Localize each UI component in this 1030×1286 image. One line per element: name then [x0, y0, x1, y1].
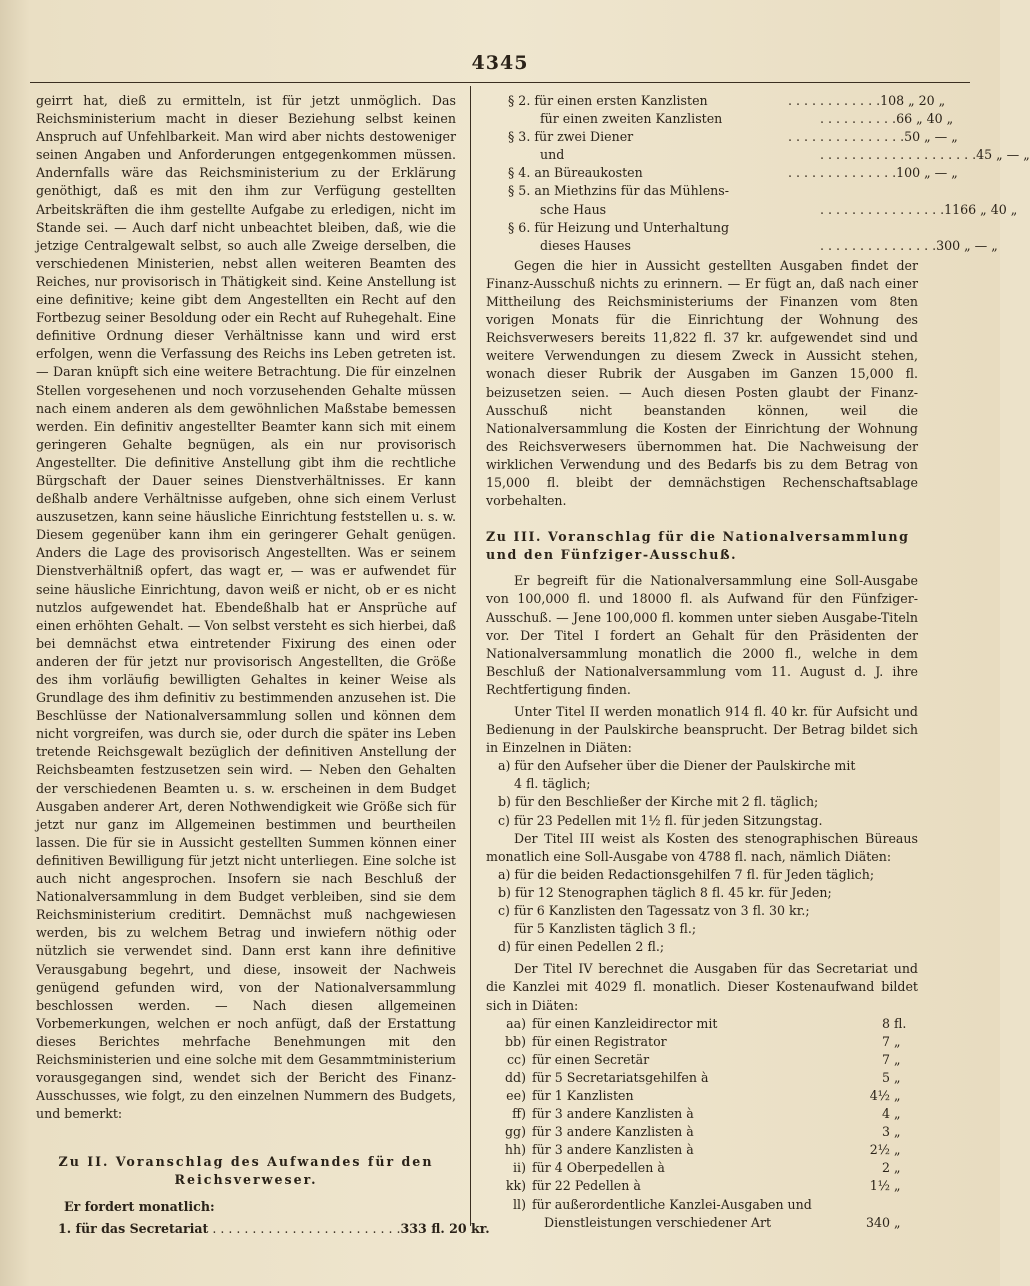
- kosten-value: 7: [881, 1033, 890, 1049]
- kosten-text: für einen Registrator: [532, 1033, 667, 1049]
- heading-zu-iii: Zu III. Voranschlag für die Nationalversammlung und den Fünfziger-Ausschuß.: [486, 529, 910, 563]
- leader-dots: . . . . . . . . . . . . . .: [788, 165, 897, 181]
- titel-iii-item: für 5 Kanzlisten täglich 3 fl.;: [514, 921, 697, 937]
- kosten-text: für 3 andere Kanzlisten à: [532, 1142, 694, 1158]
- leader-dots: . . . . . . . . . . . . . . . . . . . . . . . .: [208, 1220, 401, 1236]
- secretariat-item: [36, 1220, 490, 1238]
- budget-item: [486, 237, 998, 255]
- titel-ii-item: 4 fl. täglich;: [514, 776, 591, 792]
- kosten-key: ll): [513, 1196, 526, 1212]
- leader-dots: . . . . . . . . . . . . . . .: [820, 237, 937, 253]
- left-body-paragraph: geirrt hat, dieß zu ermitteln, ist für jetzt unmöglich. Das Reichsministerium macht in dieser Beziehung selbst keinen Anspruch auf Unfehlbarkeit. Man wird aber nichts destoweniger seinen Angaben und Anforderungen entgegenkommen müssen. Andernfalls wäre das Reichsministerium zu der Erklärung genöthigt, daß es mit den ihm zur Verfügung gestellten Arbeitskräften die ihm gestellte Aufgabe zu erledigen, nicht im Stande sei. — Auch darf nicht unbeachtet bleiben, daß, wie die jetzige Centralgewalt selbst, so auch alle Zweige derselben, die verschiedenen Ministerien, nebst allen weiteren Beamten des Reiches, nur provisorisch in Thätigkeit sind. Keine Anstellung ist eine definitive; keine gibt dem Angestellten ein Recht auf den Fortbezug seiner Besoldung oder ein Recht auf Ruhegehalt. Eine definitive Ordnung dieser Verhältnisse kann und wird erst erfolgen, wenn die Verfassung des Reichs ins Leben getreten ist. — Daran knüpft sich eine weitere Betrachtung. Die für einzelnen Stellen vorgesehenen und noch vorzusehenden Gehalte müssen nach einem anderen als dem gewöhnlichen Maßstabe bemessen werden. Ein definitiv angestellter Beamter kann sich mit einem geringeren Gehalte begnügen, als ein nur provisorisch Angestellter. Die definitive Anstellung gibt ihm die rechtliche Bürgschaft der Dauer seines Dienstverhältnisses. Er kann deßhalb andere Verhältnisse aufgeben, ohne sich einem Verlust auszusetzen, kann seine häusliche Einrichtung feststellen u. s. w. Diesem gegenüber kann ihm ein geringerer Gehalt genügen. Anders die Lage des provisorisch Angestellten. Was er seinem Dienstverhältniß opfert, das wagt er, — was er aufwendet für seine häusliche Einrichtung, davon weiß er nicht, ob er es nicht nutzlos aufgewendet hat. Ebendeßhalb hat er Ansprüche auf einen erhöhten Gehalt. — Von selbst versteht es sich hierbei, daß bei demnächst etwa eintretender Fixirung des einen oder anderen der für jetzt nur provisorisch Angestellten, die Größe des ihm vorläufig bewilligten Gehaltes in keiner Weise als Grundlage des ihm definitiv zu bestimmenden anzusehen ist. Die Beschlüsse der Nationalversammlung sollen und können dem nicht vorgreifen, was durch sie, oder durch die später ins Leben tretende Reichsgewalt bezüglich der definitiven Anstellung der Reichsbeamten festzusetzen sein wird. — Neben den Gehalten der verschiedenen Beamten u. s. w. erscheinen in dem Budget Ausgaben anderer Art, deren Nothwendigkeit wie Größe sich für jetzt nur ganz im Allgemeinen bestimmen und beurtheilen lassen. Die für sie in Aussicht gestellten Summen können einer definitiven Bewilligung für jetzt nicht unterliegen. Eine solche ist auch nicht angesprochen. Insofern sie nach Beschluß der Nationalversammlung in dem Budget verbleiben, sind sie dem Reichsministerium creditirt. Demnächst muß nachgewiesen werden, bis zu welchem Betrag und inwiefern nöthig oder nützlich sie verwendet sind. Dann erst kann ihre definitive Verausgabung begehrt, und diese, insoweit der Nachweis genügend gefunden wird, von der Nationalversammlung beschlossen werden. — Nach diesen allgemeinen Vorbemerkungen, welchen er noch anfügt, daß der Erstattung dieses Berichtes mehrfache Benehmungen mit den Reichsministerien und eine solche mit dem Gesammtministerium vorausgegangen sind, wendet sich der Bericht des Finanz-Ausschusses, wie folgt, zu den einzelnen Nummern des Budgets, und bemerkt:: [36, 93, 456, 1122]
- budget-item-label: für einen zweiten Kanzlisten: [540, 111, 723, 127]
- titel-iv-paragraph: Der Titel IV berechnet die Ausgaben für das Secretariat und die Kanzlei mit 4029 fl. monatlich. Dieser Kostenaufwand bildet sich in Diäten:: [486, 961, 918, 1013]
- kosten-value: 1½: [869, 1178, 890, 1194]
- kosten-unit: „: [894, 1160, 901, 1176]
- heading-zu-ii: Zu II. Voranschlag des Aufwandes für den Reichsverweser.: [58, 1154, 434, 1188]
- kosten-key: gg): [504, 1124, 526, 1140]
- kosten-key: [486, 1214, 532, 1232]
- leader-dots: . . . . . . . . . . . .: [788, 93, 881, 108]
- kosten-unit: [890, 1196, 918, 1214]
- kosten-text: für einen Kanzleidirector mit: [532, 1015, 718, 1031]
- kosten-row: [486, 1015, 918, 1033]
- titel-iii-item: a) für die beiden Redactionsgehilfen 7 fl. für Jeden täglich;: [498, 866, 875, 882]
- kosten-unit: „: [894, 1087, 901, 1103]
- kosten-value: 8: [881, 1015, 890, 1031]
- kosten-row: [486, 1196, 918, 1214]
- kosten-unit: „: [894, 1214, 901, 1230]
- budget-item-label: sche Haus: [540, 201, 607, 217]
- titel-ii-paragraph: Unter Titel II werden monatlich 914 fl. 40 kr. für Aufsicht und Bedienung in der Paulskirche beansprucht. Der Betrag bildet sich in Einzelnen in Diäten:: [486, 704, 918, 756]
- kosten-unit: „: [894, 1106, 901, 1122]
- kosten-unit: „: [894, 1033, 901, 1049]
- monthly-intro: Er fordert monatlich:: [64, 1198, 215, 1214]
- finance-paragraph: Gegen die hier in Aussicht gestellten Ausgaben findet der Finanz-Ausschuß nichts zu erinnern. — Er fügt an, daß nach einer Mittheilung des Reichsministeriums der Finanzen vom 8ten vorigen Monats für die Einrichtung der Wohnung des Reichsverwesers bereits 11,822 fl. 37 kr. aufgewendet sind und weitere Verwendungen zu diesem Zweck in Aussicht stehen, wonach dieser Rubrik der Ausgaben im Ganzen 15,000 fl. beizusetzen seien. — Auch diesen Posten glaubt der Finanz-Ausschuß nicht beanstanden können, weil die Nationalversammlung die Kosten der Einrichtung der Wohnung des Reichsverwesers übernommen hat. Die Nachweisung der wirklichen Verwendung und des Bedarfs bis zu dem Betrag von 15,000 fl. bleibt der demnächstigen Rechenschaftsablage vorbehalten.: [486, 257, 918, 509]
- kosten-text: für 5 Secretariatsgehilfen à: [532, 1069, 709, 1085]
- budget-item-label: § 5. an Miethzins für das Mühlens-: [508, 183, 729, 199]
- budget-item-label: dieses Hauses: [540, 237, 631, 253]
- kosten-row: [486, 1214, 918, 1232]
- budget-item-amount: 300 „ — „: [936, 237, 998, 253]
- kosten-text: für einen Secretär: [532, 1051, 650, 1067]
- kosten-value: [830, 1196, 890, 1214]
- header-rule: [30, 82, 970, 83]
- titel-ii-item: a) für den Aufseher über die Diener der Paulskirche mit: [498, 758, 856, 774]
- kosten-row: [486, 1177, 918, 1195]
- kosten-text: für außerordentliche Kanzlei-Ausgaben und: [532, 1196, 812, 1212]
- kosten-key: dd): [504, 1069, 526, 1085]
- budget-item-label: und: [540, 147, 565, 163]
- kosten-unit: „: [894, 1124, 901, 1140]
- budget-item: [486, 201, 1018, 219]
- kosten-value: 7: [881, 1051, 890, 1067]
- kosten-unit: „: [894, 1178, 901, 1194]
- kosten-row: [486, 1069, 918, 1087]
- kosten-row: [486, 1159, 918, 1177]
- kosten-value: 4½: [869, 1087, 890, 1103]
- kosten-row: [486, 1141, 918, 1159]
- kosten-text: Dienstleistungen verschiedener Art: [544, 1214, 772, 1230]
- kosten-value: 2½: [869, 1142, 890, 1158]
- secretariat-label: 1. für das Secretariat: [58, 1220, 209, 1236]
- kosten-key: aa): [506, 1015, 526, 1031]
- kosten-key: ii): [513, 1160, 526, 1176]
- titel-ii-item: c) für 23 Pedellen mit 1½ fl. für jeden Sitzungstag.: [498, 812, 823, 828]
- kosten-value: 3: [881, 1124, 890, 1140]
- titel-iii-item: c) für 6 Kanzlisten den Tagessatz von 3 fl. 30 kr.;: [498, 903, 810, 919]
- budget-item-label: § 3. für zwei Diener: [508, 129, 634, 145]
- kosten-text: für 3 andere Kanzlisten à: [532, 1124, 694, 1140]
- budget-item: [486, 182, 918, 200]
- leader-dots: . . . . . . . . . . . . . . .: [788, 129, 905, 145]
- budget-item-amount: 66 „ 40 „: [896, 111, 954, 127]
- budget-item-amount: 50 „ — „: [904, 129, 958, 145]
- budget-item-label: § 4. an Büreaukosten: [508, 165, 643, 181]
- budget-item-amount: 100 „ — „: [896, 165, 958, 181]
- kosten-unit: fl.: [894, 1015, 907, 1031]
- titel-iii-paragraph: Der Titel III weist als Kosten des stenographischen Büreaus monatlich eine Soll-Ausgabe von 4788 fl. nach, nämlich Diäten:: [486, 830, 918, 864]
- budget-item: [486, 146, 1030, 164]
- kosten-unit: „: [894, 1069, 901, 1085]
- kosten-value: 5: [881, 1069, 890, 1085]
- kosten-row: [486, 1051, 918, 1069]
- page-number: 4345: [471, 52, 529, 74]
- budget-item: [486, 110, 954, 128]
- budget-item: [486, 92, 946, 110]
- kosten-value: 340: [865, 1214, 890, 1230]
- kosten-key: cc): [506, 1051, 526, 1067]
- leader-dots: . . . . . . . . . . . . . . . .: [820, 201, 945, 217]
- secretariat-amount: 333 fl. 20 kr.: [400, 1220, 490, 1236]
- column-divider: [470, 86, 471, 1226]
- budget-item-label: § 6. für Heizung und Unterhaltung: [508, 219, 730, 235]
- leader-dots: . . . . . . . . . . . . . . . . . . . .: [820, 147, 977, 163]
- budget-item-amount: 45 „ — „: [976, 147, 1030, 163]
- budget-item-label: § 2. für einen ersten Kanzlisten: [508, 93, 708, 108]
- budget-item: [486, 128, 958, 146]
- kosten-list: [486, 1015, 918, 1232]
- kosten-unit: „: [894, 1051, 901, 1067]
- kosten-text: für 22 Pedellen à: [532, 1178, 641, 1194]
- kosten-row: [486, 1033, 918, 1051]
- kosten-row: [486, 1087, 918, 1105]
- kosten-key: ff): [512, 1106, 526, 1122]
- titel-ii-item: b) für den Beschließer der Kirche mit 2 fl. täglich;: [498, 794, 819, 810]
- kosten-text: für 4 Oberpedellen à: [532, 1160, 665, 1176]
- kosten-value: 2: [881, 1160, 890, 1176]
- titel-iii-item: d) für einen Pedellen 2 fl.;: [498, 939, 665, 955]
- left-column: [36, 92, 490, 1238]
- budget-item: [486, 164, 958, 182]
- kosten-row: [486, 1105, 918, 1123]
- kosten-text: für 3 andere Kanzlisten à: [532, 1106, 694, 1122]
- kosten-value: 4: [881, 1106, 890, 1122]
- kosten-key: ee): [506, 1087, 526, 1103]
- kosten-unit: „: [894, 1142, 901, 1158]
- kosten-key: bb): [504, 1033, 526, 1049]
- titel-iii-item: b) für 12 Stenographen täglich 8 fl. 45 kr. für Jeden;: [498, 884, 832, 900]
- budget-item: [486, 219, 918, 237]
- kosten-text: für 1 Kanzlisten: [532, 1087, 634, 1103]
- titel-i-paragraph: Er begreift für die Nationalversammlung eine Soll-Ausgabe von 100,000 fl. und 18000 fl. als Aufwand für den Fünfziger-Ausschuß. — Jene 100,000 fl. kommen unter sieben Ausgabe-Titeln vor. Der Titel I fordert an Gehalt für den Präsidenten der Nationalversammlung monatlich die 2000 fl., welche in dem Beschluß der Nationalversammlung vom 11. August d. J. ihre Rechtfertigung finden.: [486, 573, 918, 697]
- kosten-key: kk): [505, 1178, 526, 1194]
- kosten-key: hh): [504, 1142, 526, 1158]
- budget-item-amount: 1166 „ 40 „: [944, 201, 1018, 217]
- leader-dots: . . . . . . . . . .: [820, 111, 897, 127]
- kosten-row: [486, 1123, 918, 1141]
- budget-item-amount: 108 „ 20 „: [880, 93, 946, 108]
- right-column: [486, 92, 1030, 1232]
